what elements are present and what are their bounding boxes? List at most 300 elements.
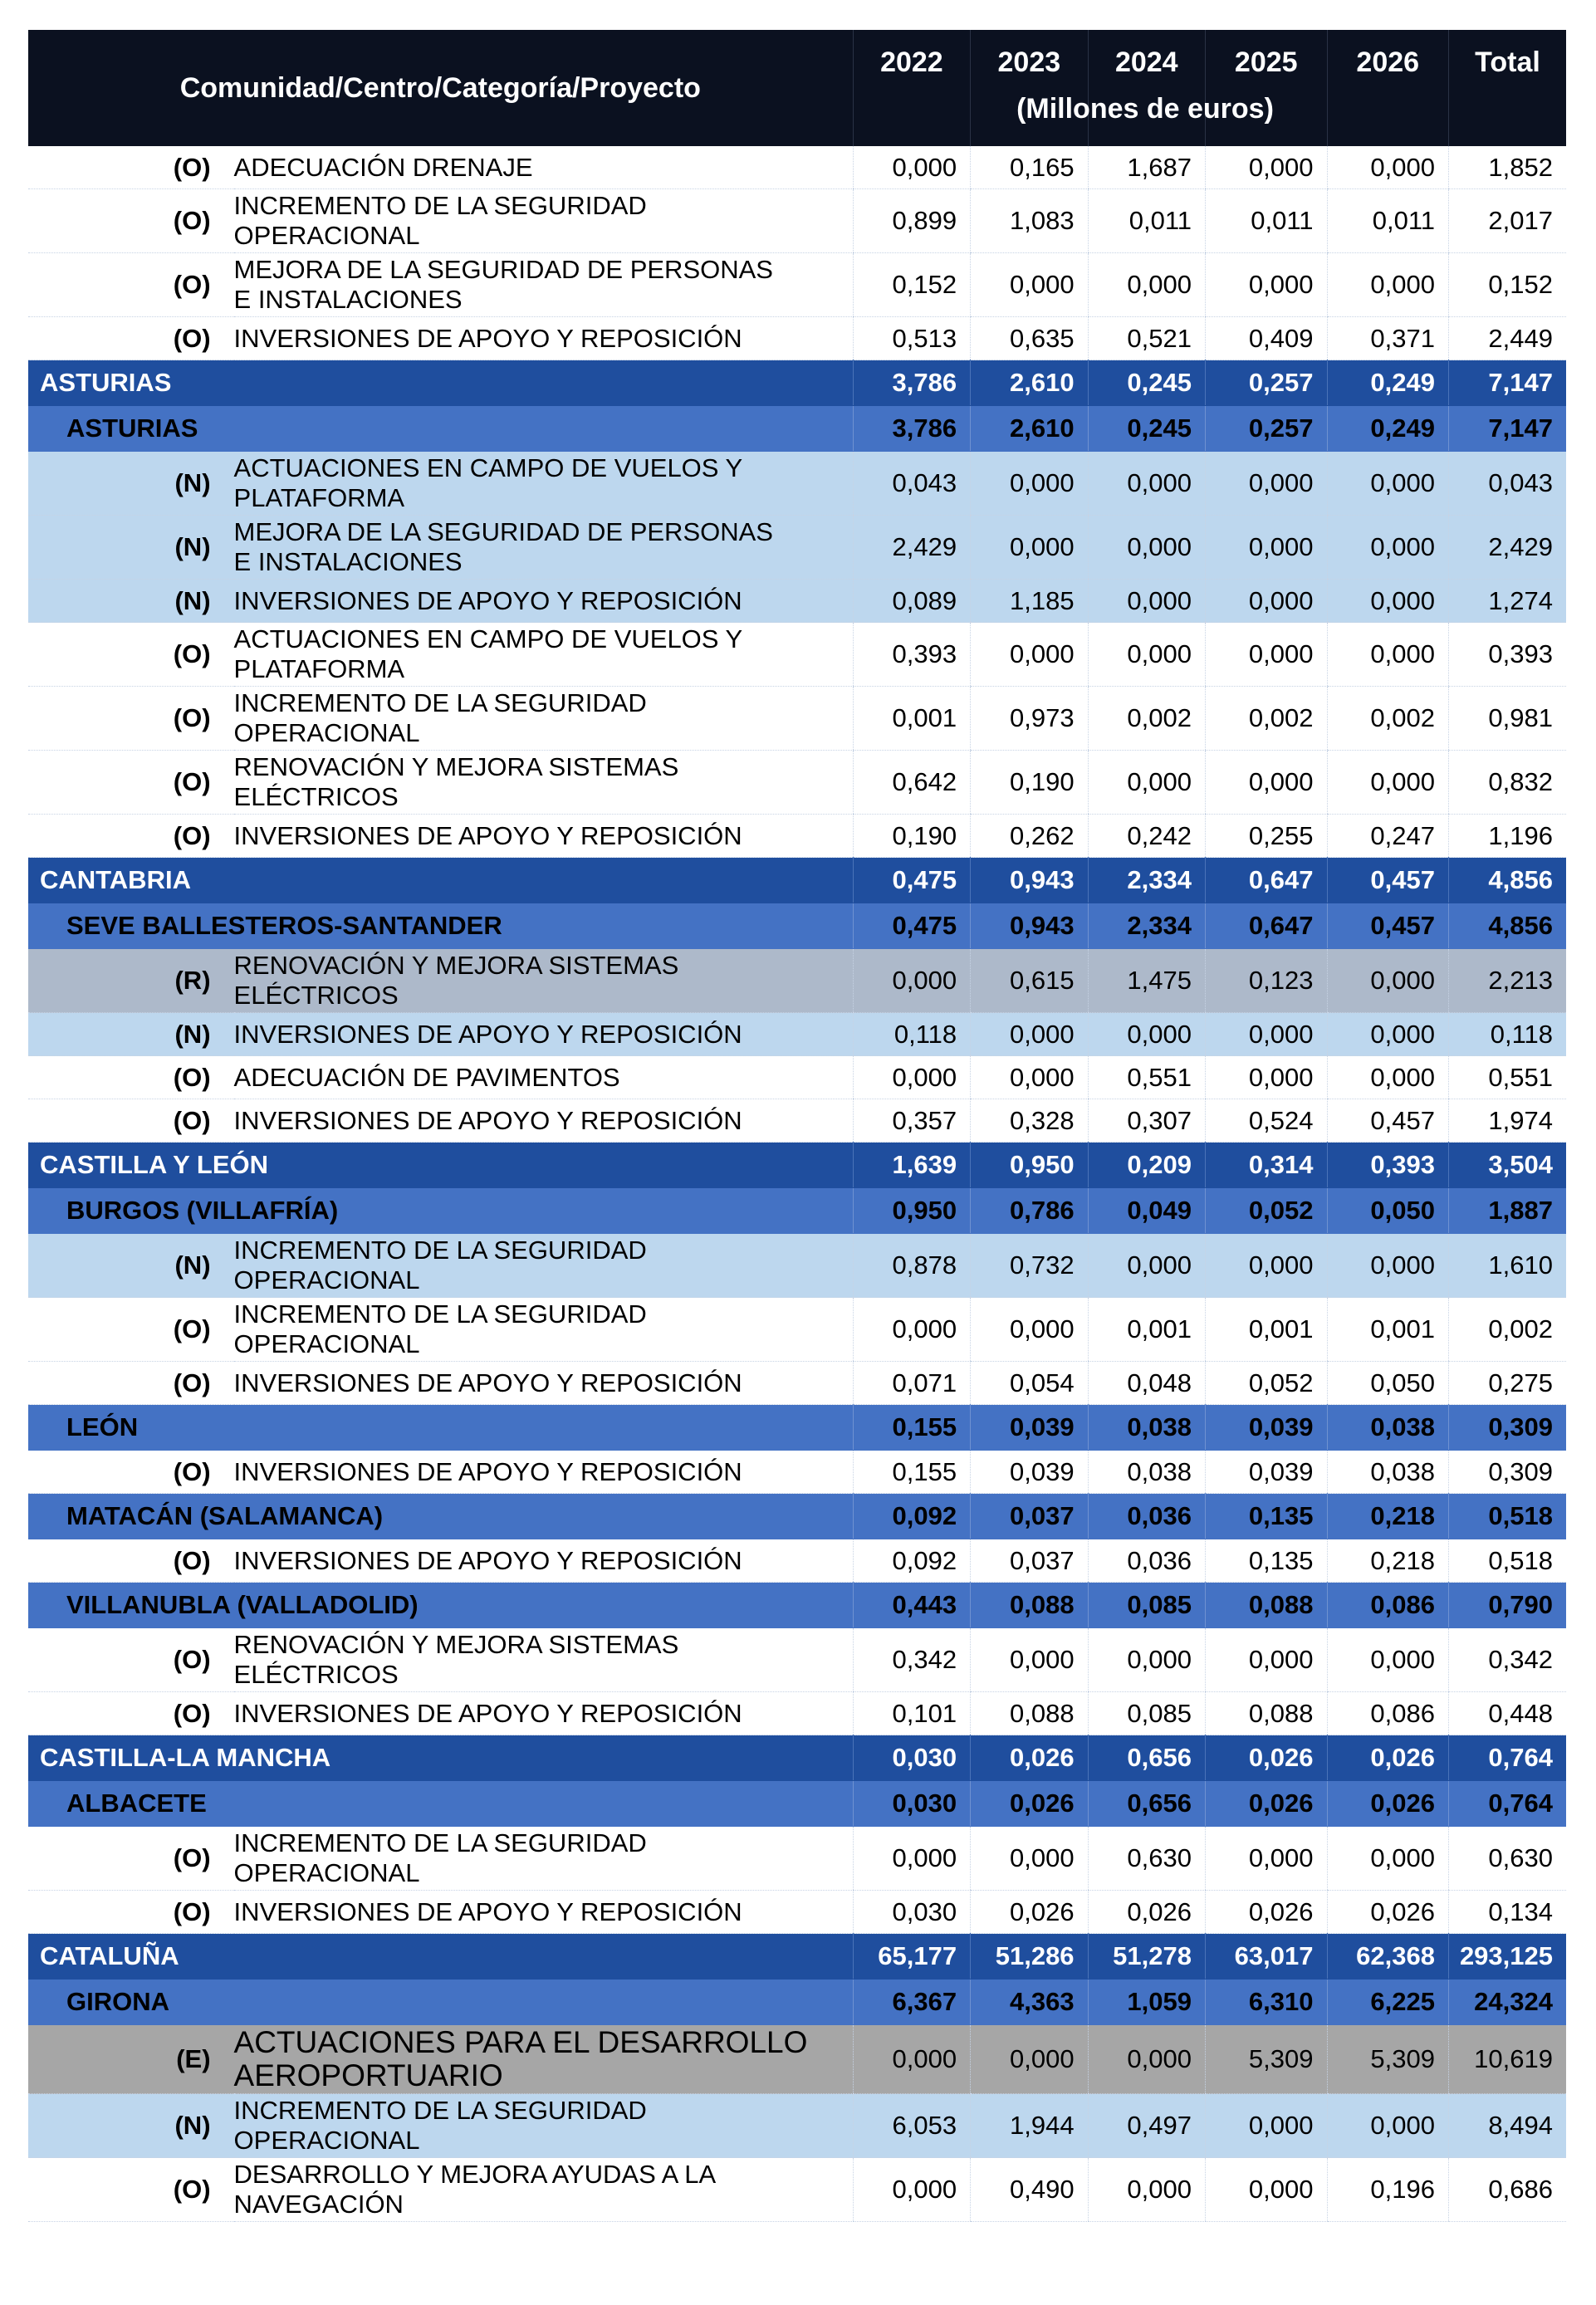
value-2026: 0,457	[1327, 1099, 1449, 1143]
project-row	[28, 1234, 1566, 1298]
value-total: 0,832	[1449, 751, 1567, 815]
value-2024: 0,002	[1088, 687, 1205, 751]
project-name: INVERSIONES DE APOYO Y REPOSICIÓN	[234, 580, 854, 623]
value-2023: 0,950	[971, 1143, 1088, 1188]
value-2022: 0,000	[853, 2025, 970, 2094]
value-2025: 0,000	[1206, 751, 1328, 815]
value-2024: 0,521	[1088, 317, 1205, 360]
value-2022: 6,053	[853, 2094, 970, 2158]
value-2026: 0,000	[1327, 516, 1449, 580]
value-2025: 63,017	[1206, 1934, 1328, 1980]
value-total: 0,764	[1449, 1781, 1567, 1827]
comunidad-name: ASTURIAS	[28, 360, 853, 406]
comunidad-row	[28, 1143, 1566, 1188]
value-2023: 0,000	[971, 1827, 1088, 1891]
value-2023: 0,026	[971, 1735, 1088, 1781]
value-2024: 0,049	[1088, 1188, 1205, 1234]
header-year-2025: 2025	[1206, 30, 1328, 146]
project-row	[28, 751, 1566, 815]
project-row	[28, 317, 1566, 360]
value-2022: 0,190	[853, 815, 970, 858]
investment-table-container	[28, 30, 1566, 2222]
value-2023: 0,000	[971, 623, 1088, 687]
value-2024: 0,011	[1088, 189, 1205, 253]
comunidad-row	[28, 1934, 1566, 1980]
value-total: 7,147	[1449, 360, 1567, 406]
value-2023: 0,000	[971, 2025, 1088, 2094]
category-code: (N)	[28, 516, 234, 580]
category-code: (O)	[28, 1451, 234, 1494]
value-2025: 0,000	[1206, 1013, 1328, 1056]
category-code: (O)	[28, 253, 234, 317]
centro-row	[28, 903, 1566, 949]
header-year-2024: 2024	[1088, 30, 1205, 146]
value-2025: 0,135	[1206, 1539, 1328, 1583]
value-2023: 0,039	[971, 1451, 1088, 1494]
value-2023: 51,286	[971, 1934, 1088, 1980]
table-header	[28, 30, 1566, 146]
value-2022: 0,001	[853, 687, 970, 751]
project-row	[28, 2025, 1566, 2094]
value-2024: 0,000	[1088, 1013, 1205, 1056]
project-row	[28, 1298, 1566, 1362]
value-total: 0,342	[1449, 1628, 1567, 1692]
value-2026: 0,000	[1327, 949, 1449, 1013]
value-2022: 1,639	[853, 1143, 970, 1188]
category-code: (O)	[28, 1056, 234, 1099]
value-2023: 0,054	[971, 1362, 1088, 1405]
value-2026: 0,196	[1327, 2158, 1449, 2222]
value-total: 0,764	[1449, 1735, 1567, 1781]
centro-row	[28, 406, 1566, 452]
centro-row	[28, 1980, 1566, 2025]
value-2024: 0,242	[1088, 815, 1205, 858]
value-2023: 0,026	[971, 1891, 1088, 1934]
value-2023: 1,944	[971, 2094, 1088, 2158]
value-2026: 0,000	[1327, 1056, 1449, 1099]
value-total: 2,429	[1449, 516, 1567, 580]
value-2022: 0,443	[853, 1583, 970, 1628]
project-name: INVERSIONES DE APOYO Y REPOSICIÓN	[234, 1362, 854, 1405]
value-2025: 0,257	[1206, 406, 1328, 452]
value-2023: 0,943	[971, 858, 1088, 903]
value-2026: 0,457	[1327, 903, 1449, 949]
value-2023: 0,000	[971, 1056, 1088, 1099]
project-row	[28, 815, 1566, 858]
value-2022: 6,367	[853, 1980, 970, 2025]
value-2025: 0,000	[1206, 580, 1328, 623]
value-2025: 5,309	[1206, 2025, 1328, 2094]
value-2025: 0,000	[1206, 2158, 1328, 2222]
project-name: INCREMENTO DE LA SEGURIDAD OPERACIONAL	[234, 1234, 854, 1298]
value-total: 0,275	[1449, 1362, 1567, 1405]
project-row	[28, 1692, 1566, 1735]
value-2024: 0,000	[1088, 253, 1205, 317]
value-total: 24,324	[1449, 1980, 1567, 2025]
value-2026: 0,218	[1327, 1494, 1449, 1539]
value-2022: 0,092	[853, 1494, 970, 1539]
value-total: 2,213	[1449, 949, 1567, 1013]
value-2025: 0,000	[1206, 623, 1328, 687]
value-2024: 2,334	[1088, 903, 1205, 949]
value-2026: 0,000	[1327, 623, 1449, 687]
value-2024: 51,278	[1088, 1934, 1205, 1980]
value-2024: 0,036	[1088, 1494, 1205, 1539]
category-code: (R)	[28, 949, 234, 1013]
project-row	[28, 623, 1566, 687]
value-2022: 0,000	[853, 2158, 970, 2222]
value-total: 0,686	[1449, 2158, 1567, 2222]
project-name: RENOVACIÓN Y MEJORA SISTEMAS ELÉCTRICOS	[234, 751, 854, 815]
value-2026: 0,086	[1327, 1692, 1449, 1735]
value-2025: 0,000	[1206, 1234, 1328, 1298]
value-2026: 0,050	[1327, 1188, 1449, 1234]
project-name: INVERSIONES DE APOYO Y REPOSICIÓN	[234, 317, 854, 360]
project-row	[28, 580, 1566, 623]
centro-name: LEÓN	[28, 1405, 853, 1451]
value-2024: 1,059	[1088, 1980, 1205, 2025]
value-2023: 0,615	[971, 949, 1088, 1013]
project-name: INVERSIONES DE APOYO Y REPOSICIÓN	[234, 1451, 854, 1494]
category-code: (N)	[28, 452, 234, 516]
value-2023: 0,635	[971, 317, 1088, 360]
comunidad-row	[28, 360, 1566, 406]
value-2025: 0,000	[1206, 146, 1328, 189]
value-2022: 2,429	[853, 516, 970, 580]
comunidad-name: CASTILLA Y LEÓN	[28, 1143, 853, 1188]
value-2023: 0,000	[971, 1628, 1088, 1692]
category-code: (O)	[28, 146, 234, 189]
value-2023: 1,185	[971, 580, 1088, 623]
centro-name: GIRONA	[28, 1980, 853, 2025]
value-2026: 0,000	[1327, 452, 1449, 516]
table-body	[28, 146, 1566, 2222]
value-total: 1,274	[1449, 580, 1567, 623]
value-2025: 0,255	[1206, 815, 1328, 858]
value-total: 1,887	[1449, 1188, 1567, 1234]
value-2026: 5,309	[1327, 2025, 1449, 2094]
value-2024: 0,551	[1088, 1056, 1205, 1099]
value-2025: 0,039	[1206, 1451, 1328, 1494]
category-code: (N)	[28, 1234, 234, 1298]
value-2023: 0,088	[971, 1583, 1088, 1628]
project-name: ADECUACIÓN DRENAJE	[234, 146, 854, 189]
value-2022: 0,000	[853, 1056, 970, 1099]
value-2024: 0,497	[1088, 2094, 1205, 2158]
value-2023: 0,088	[971, 1692, 1088, 1735]
value-2023: 0,037	[971, 1494, 1088, 1539]
category-code: (O)	[28, 1628, 234, 1692]
category-code: (O)	[28, 317, 234, 360]
category-code: (N)	[28, 580, 234, 623]
value-total: 2,017	[1449, 189, 1567, 253]
project-row	[28, 1628, 1566, 1692]
header-units: (Millones de euros)	[1016, 93, 1274, 125]
project-name: INCREMENTO DE LA SEGURIDAD OPERACIONAL	[234, 1298, 854, 1362]
value-total: 0,518	[1449, 1494, 1567, 1539]
project-row	[28, 1056, 1566, 1099]
project-row	[28, 1891, 1566, 1934]
project-row	[28, 1013, 1566, 1056]
value-2022: 0,642	[853, 751, 970, 815]
value-2026: 0,026	[1327, 1735, 1449, 1781]
category-code: (N)	[28, 1013, 234, 1056]
value-2023: 0,190	[971, 751, 1088, 815]
value-total: 10,619	[1449, 2025, 1567, 2094]
header-year-2023: 2023	[971, 30, 1088, 146]
value-total: 0,448	[1449, 1692, 1567, 1735]
value-2023: 1,083	[971, 189, 1088, 253]
value-2025: 0,039	[1206, 1405, 1328, 1451]
value-2023: 0,039	[971, 1405, 1088, 1451]
value-total: 0,630	[1449, 1827, 1567, 1891]
value-2025: 0,000	[1206, 452, 1328, 516]
value-2022: 0,155	[853, 1451, 970, 1494]
value-2025: 6,310	[1206, 1980, 1328, 2025]
value-2022: 0,899	[853, 189, 970, 253]
value-total: 4,856	[1449, 858, 1567, 903]
header-total: Total	[1449, 30, 1567, 146]
category-code: (O)	[28, 1099, 234, 1143]
value-2024: 0,000	[1088, 580, 1205, 623]
value-total: 0,309	[1449, 1451, 1567, 1494]
value-2022: 0,043	[853, 452, 970, 516]
project-name: INVERSIONES DE APOYO Y REPOSICIÓN	[234, 1891, 854, 1934]
value-2025: 0,000	[1206, 1827, 1328, 1891]
value-2024: 0,000	[1088, 516, 1205, 580]
project-row	[28, 687, 1566, 751]
value-2024: 1,687	[1088, 146, 1205, 189]
value-total: 4,856	[1449, 903, 1567, 949]
value-2026: 0,001	[1327, 1298, 1449, 1362]
category-code: (N)	[28, 2094, 234, 2158]
value-total: 293,125	[1449, 1934, 1567, 1980]
value-2026: 6,225	[1327, 1980, 1449, 2025]
category-code: (O)	[28, 687, 234, 751]
value-2022: 0,118	[853, 1013, 970, 1056]
value-2022: 0,092	[853, 1539, 970, 1583]
value-2023: 0,732	[971, 1234, 1088, 1298]
project-row	[28, 516, 1566, 580]
project-row	[28, 1827, 1566, 1891]
value-2022: 0,101	[853, 1692, 970, 1735]
value-2022: 0,950	[853, 1188, 970, 1234]
value-2022: 0,357	[853, 1099, 970, 1143]
value-2024: 0,038	[1088, 1405, 1205, 1451]
value-2022: 0,878	[853, 1234, 970, 1298]
value-2026: 0,000	[1327, 2094, 1449, 2158]
value-2024: 0,245	[1088, 360, 1205, 406]
centro-row	[28, 1781, 1566, 1827]
value-2025: 0,314	[1206, 1143, 1328, 1188]
value-2025: 0,135	[1206, 1494, 1328, 1539]
project-name: INCREMENTO DE LA SEGURIDAD OPERACIONAL	[234, 2094, 854, 2158]
value-total: 0,551	[1449, 1056, 1567, 1099]
value-2025: 0,000	[1206, 2094, 1328, 2158]
value-2026: 0,000	[1327, 1827, 1449, 1891]
value-2022: 0,030	[853, 1735, 970, 1781]
value-2022: 3,786	[853, 406, 970, 452]
value-2024: 0,209	[1088, 1143, 1205, 1188]
value-2026: 0,000	[1327, 751, 1449, 815]
value-2025: 0,123	[1206, 949, 1328, 1013]
investment-table	[28, 30, 1566, 2222]
value-2026: 62,368	[1327, 1934, 1449, 1980]
value-2026: 0,371	[1327, 317, 1449, 360]
project-name: INCREMENTO DE LA SEGURIDAD OPERACIONAL	[234, 189, 854, 253]
project-name: INVERSIONES DE APOYO Y REPOSICIÓN	[234, 815, 854, 858]
value-2023: 0,000	[971, 452, 1088, 516]
value-total: 0,002	[1449, 1298, 1567, 1362]
project-name: INCREMENTO DE LA SEGURIDAD OPERACIONAL	[234, 1827, 854, 1891]
value-2024: 0,656	[1088, 1781, 1205, 1827]
value-2026: 0,038	[1327, 1451, 1449, 1494]
value-total: 0,309	[1449, 1405, 1567, 1451]
value-2023: 0,165	[971, 146, 1088, 189]
project-row	[28, 452, 1566, 516]
value-2023: 0,000	[971, 1013, 1088, 1056]
value-2026: 0,000	[1327, 146, 1449, 189]
value-2026: 0,026	[1327, 1891, 1449, 1934]
value-2022: 0,393	[853, 623, 970, 687]
value-2025: 0,026	[1206, 1781, 1328, 1827]
value-total: 0,790	[1449, 1583, 1567, 1628]
value-2025: 0,000	[1206, 516, 1328, 580]
value-2024: 0,656	[1088, 1735, 1205, 1781]
comunidad-name: CATALUÑA	[28, 1934, 853, 1980]
comunidad-name: CASTILLA-LA MANCHA	[28, 1735, 853, 1781]
value-2026: 0,000	[1327, 253, 1449, 317]
value-2022: 3,786	[853, 360, 970, 406]
centro-name: MATACÁN (SALAMANCA)	[28, 1494, 853, 1539]
comunidad-row	[28, 858, 1566, 903]
value-2022: 0,342	[853, 1628, 970, 1692]
value-2024: 0,630	[1088, 1827, 1205, 1891]
category-code: (O)	[28, 815, 234, 858]
value-2024: 0,000	[1088, 623, 1205, 687]
project-name: ACTUACIONES EN CAMPO DE VUELOS Y PLATAFORMA	[234, 452, 854, 516]
centro-row	[28, 1405, 1566, 1451]
project-row	[28, 1362, 1566, 1405]
project-name: INVERSIONES DE APOYO Y REPOSICIÓN	[234, 1013, 854, 1056]
category-code: (O)	[28, 1827, 234, 1891]
project-name: MEJORA DE LA SEGURIDAD DE PERSONAS E INSTALACIONES	[234, 253, 854, 317]
value-total: 0,393	[1449, 623, 1567, 687]
centro-name: ALBACETE	[28, 1781, 853, 1827]
value-2024: 0,036	[1088, 1539, 1205, 1583]
category-code: (O)	[28, 1298, 234, 1362]
value-2026: 0,000	[1327, 1013, 1449, 1056]
project-name: INCREMENTO DE LA SEGURIDAD OPERACIONAL	[234, 687, 854, 751]
category-code: (E)	[28, 2025, 234, 2094]
value-2023: 2,610	[971, 406, 1088, 452]
value-total: 2,449	[1449, 317, 1567, 360]
project-row	[28, 253, 1566, 317]
value-2026: 0,038	[1327, 1405, 1449, 1451]
value-total: 1,196	[1449, 815, 1567, 858]
value-2022: 0,000	[853, 1827, 970, 1891]
value-2025: 0,647	[1206, 903, 1328, 949]
value-total: 7,147	[1449, 406, 1567, 452]
value-2024: 0,000	[1088, 1628, 1205, 1692]
value-2022: 0,152	[853, 253, 970, 317]
value-2026: 0,002	[1327, 687, 1449, 751]
value-2022: 0,000	[853, 146, 970, 189]
category-code: (O)	[28, 1362, 234, 1405]
value-2025: 0,000	[1206, 1056, 1328, 1099]
category-code: (O)	[28, 623, 234, 687]
value-2026: 0,393	[1327, 1143, 1449, 1188]
value-2023: 0,000	[971, 1298, 1088, 1362]
value-2025: 0,002	[1206, 687, 1328, 751]
value-2022: 0,513	[853, 317, 970, 360]
value-2026: 0,249	[1327, 406, 1449, 452]
value-2023: 0,490	[971, 2158, 1088, 2222]
value-total: 1,974	[1449, 1099, 1567, 1143]
centro-name: SEVE BALLESTEROS-SANTANDER	[28, 903, 853, 949]
centro-name: VILLANUBLA (VALLADOLID)	[28, 1583, 853, 1628]
project-name: RENOVACIÓN Y MEJORA SISTEMAS ELÉCTRICOS	[234, 1628, 854, 1692]
header-year-2026: 2026	[1327, 30, 1449, 146]
value-2022: 65,177	[853, 1934, 970, 1980]
value-total: 1,852	[1449, 146, 1567, 189]
value-2023: 0,026	[971, 1781, 1088, 1827]
value-2024: 0,000	[1088, 452, 1205, 516]
value-total: 1,610	[1449, 1234, 1567, 1298]
value-2024: 0,048	[1088, 1362, 1205, 1405]
value-2026: 0,247	[1327, 815, 1449, 858]
value-2025: 0,088	[1206, 1583, 1328, 1628]
centro-row	[28, 1583, 1566, 1628]
value-total: 0,152	[1449, 253, 1567, 317]
value-2024: 0,085	[1088, 1583, 1205, 1628]
value-2025: 0,011	[1206, 189, 1328, 253]
value-2023: 0,943	[971, 903, 1088, 949]
value-2024: 1,475	[1088, 949, 1205, 1013]
value-2025: 0,026	[1206, 1735, 1328, 1781]
project-row	[28, 1099, 1566, 1143]
value-2022: 0,475	[853, 903, 970, 949]
comunidad-name: CANTABRIA	[28, 858, 853, 903]
project-name: MEJORA DE LA SEGURIDAD DE PERSONAS E INSTALACIONES	[234, 516, 854, 580]
value-2023: 4,363	[971, 1980, 1088, 2025]
value-2025: 0,088	[1206, 1692, 1328, 1735]
value-2024: 0,026	[1088, 1891, 1205, 1934]
centro-row	[28, 1188, 1566, 1234]
value-total: 0,043	[1449, 452, 1567, 516]
value-2022: 0,030	[853, 1891, 970, 1934]
project-row	[28, 1539, 1566, 1583]
value-2025: 0,052	[1206, 1188, 1328, 1234]
centro-name: ASTURIAS	[28, 406, 853, 452]
value-2024: 0,000	[1088, 2025, 1205, 2094]
value-total: 0,518	[1449, 1539, 1567, 1583]
value-2026: 0,026	[1327, 1781, 1449, 1827]
value-2026: 0,086	[1327, 1583, 1449, 1628]
value-2024: 2,334	[1088, 858, 1205, 903]
centro-name: BURGOS (VILLAFRÍA)	[28, 1188, 853, 1234]
value-2026: 0,457	[1327, 858, 1449, 903]
project-name: ACTUACIONES EN CAMPO DE VUELOS Y PLATAFORMA	[234, 623, 854, 687]
value-2025: 0,000	[1206, 1628, 1328, 1692]
header-year-2022: 2022	[853, 30, 970, 146]
project-name: RENOVACIÓN Y MEJORA SISTEMAS ELÉCTRICOS	[234, 949, 854, 1013]
category-code: (O)	[28, 1891, 234, 1934]
value-2026: 0,000	[1327, 1628, 1449, 1692]
project-row	[28, 189, 1566, 253]
value-2025: 0,000	[1206, 253, 1328, 317]
value-total: 0,118	[1449, 1013, 1567, 1056]
